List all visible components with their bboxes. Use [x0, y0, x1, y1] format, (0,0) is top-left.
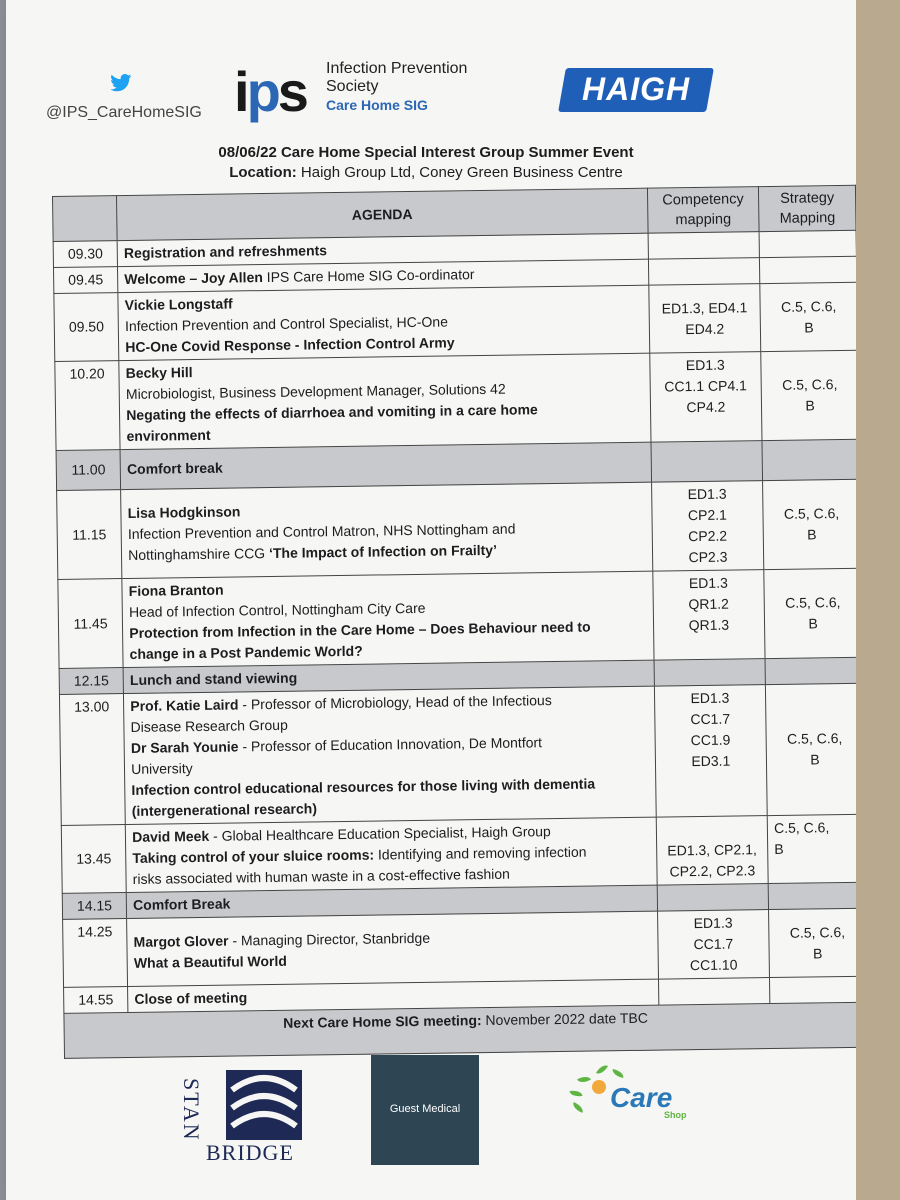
competency-cell: ED1.3, CP2.1, CP2.2, CP2.3 — [656, 816, 768, 886]
talk-title: What a Beautiful World — [133, 952, 287, 971]
row-time: 14.55 — [64, 987, 129, 1014]
speaker-name: Becky Hill — [125, 364, 193, 381]
strategy-cell: C.5, C.6, B — [767, 814, 865, 883]
row-time: 12.15 — [59, 668, 124, 695]
strategy-cell: C.5, C.6, B — [766, 683, 865, 815]
row-item: Close of meeting — [128, 979, 659, 1012]
row-item: Lisa Hodgkinson Infection Prevention and Control Matron, NHS Nottingham and Nottinghamshire CCG ‘The Impact of Infection on Frailty’ — [121, 482, 653, 578]
table-row — [59, 683, 864, 825]
row-item: Prof. Katie Laird - Professor of Microbiology, Head of the Infectious Disease Research Group Dr Sarah Younie - Professor of Education Innovation, De Montfort University Infection control educational resources for those living with dementia (intergenerational research) — [124, 686, 656, 824]
row-item — [118, 285, 649, 360]
ips-logo — [234, 58, 534, 128]
ips-name — [326, 60, 467, 114]
table-row — [58, 568, 862, 668]
row-item: David Meek - Global Healthcare Education Specialist, Haigh Group Taking control of your sluice rooms: Identifying and removing infection risks associated with human waste in a cost-effective fashion — [125, 817, 656, 892]
table-row — [54, 282, 858, 361]
careshop-logo — [566, 1066, 696, 1126]
speaker-name: Margot Glover — [133, 932, 229, 950]
row-time: 13.00 — [59, 694, 125, 826]
stanbridge-text-stan: STAN — [179, 1078, 204, 1142]
talk-title: HC-One Covid Response - Infection Control Army — [125, 334, 455, 355]
talk-title: Negating the effects of diarrhoea and vomiting in a care home — [126, 401, 538, 423]
leaf-icon — [596, 1063, 608, 1077]
row-time: 09.50 — [54, 293, 119, 362]
competency-cell: ED1.3 CC1.7 CC1.10 — [657, 910, 769, 980]
location-label: Location: — [229, 164, 297, 181]
ips-sig: Care Home SIG — [326, 97, 428, 113]
haigh-logo — [558, 68, 714, 112]
twitter-bird-icon — [46, 74, 196, 98]
talk-title: Infection control educational resources for those living with dementia — [131, 775, 596, 798]
speaker-role: Head of Infection Control, Nottingham City Care — [128, 599, 426, 620]
header-agenda: AGENDA — [117, 188, 648, 240]
row-time: 11.00 — [56, 450, 121, 491]
speaker-name: Prof. Katie Laird — [130, 696, 239, 714]
row-time: 14.25 — [63, 919, 128, 988]
leaf-icon — [611, 1069, 624, 1078]
haigh-logo-text: HAIGH — [582, 71, 691, 107]
stanbridge-swirl-icon — [226, 1070, 302, 1140]
talk-title: Taking control of your sluice rooms: — [132, 846, 375, 866]
agenda-sheet — [6, 0, 856, 1200]
speaker-name: Vickie Longstaff — [124, 295, 233, 313]
talk-title: ‘The Impact of Infection on Frailty’ — [268, 541, 498, 561]
row-time: 09.45 — [53, 267, 118, 294]
twitter-handle: @IPS_CareHomeSIG — [46, 104, 202, 121]
stanbridge-logo — [179, 1064, 308, 1165]
speaker-role: Microbiologist, Business Development Manager, Solutions 42 — [125, 380, 506, 402]
row-time: 11.15 — [57, 490, 122, 580]
competency-cell: ED1.3 QR1.2 QR1.3 — [652, 570, 765, 661]
careshop-shop: Shop — [664, 1110, 687, 1120]
table-edge-background — [856, 0, 900, 1200]
header-competency: Competency mapping — [647, 187, 759, 234]
row-time: 10.20 — [55, 361, 120, 451]
row-item: Margot Glover - Managing Director, Stanbridge What a Beautiful World — [127, 911, 658, 986]
strategy-cell: C.5, C.6, B — [764, 568, 862, 658]
speaker-role: Infection Prevention and Control Matron, NHS Nottingham and — [127, 520, 516, 542]
speaker-name: Fiona Branton — [128, 581, 224, 599]
careshop-care: Care — [610, 1082, 673, 1113]
guest-medical-logo — [371, 1055, 479, 1165]
row-item — [122, 571, 654, 667]
next-meeting-note: Next Care Home SIG meeting: November 2022 date TBC — [64, 1002, 868, 1058]
talk-title-cont: environment — [126, 426, 211, 444]
strategy-cell: C.5, C.6, B — [763, 479, 861, 569]
row-item: Welcome – Joy Allen IPS Care Home SIG Co-ordinator — [118, 259, 649, 292]
talk-title: Protection from Infection in the Care Home – Does Behaviour need to — [129, 618, 591, 641]
row-time: 14.15 — [62, 893, 127, 920]
table-row — [55, 350, 859, 450]
speaker-name: David Meek — [132, 827, 210, 845]
row-time: 09.30 — [53, 241, 118, 268]
speaker-name: Dr Sarah Younie — [130, 738, 239, 756]
row-item: Lunch and stand viewing — [123, 660, 654, 693]
row-time: 11.45 — [58, 579, 123, 669]
table-row — [63, 908, 867, 987]
competency-cell: ED1.3 CP2.1 CP2.2 CP2.3 — [651, 481, 764, 572]
event-title: 08/06/22 Care Home Special Interest Group Summer Event — [218, 144, 634, 161]
person-icon — [592, 1080, 606, 1094]
ips-name-line2: Society — [326, 78, 379, 95]
header-time-cell — [53, 196, 118, 242]
speaker-role: Infection Prevention and Control Specialist, HC-One — [124, 313, 449, 334]
speaker-name: Lisa Hodgkinson — [127, 502, 241, 521]
twitter-block — [46, 74, 202, 122]
talk-title-cont: (intergenerational research) — [131, 800, 318, 819]
event-title-block — [106, 143, 746, 183]
row-item: Comfort Break — [126, 885, 657, 918]
competency-cell: ED1.3 CC1.1 CP4.1 CP4.2 — [649, 352, 762, 443]
row-item: Comfort break — [120, 442, 651, 489]
leaf-icon — [569, 1089, 582, 1098]
competency-cell: ED1.3 CC1.7 CC1.9 ED3.1 — [654, 685, 767, 818]
row-time: 13.45 — [61, 825, 126, 894]
row-item: Registration and refreshments — [117, 233, 648, 266]
competency-cell: ED1.3, ED4.1 ED4.2 — [648, 284, 760, 354]
location-value: Haigh Group Ltd, Coney Green Business Centre — [300, 164, 623, 181]
ips-name-line1: Infection Prevention — [326, 60, 468, 77]
header-strategy: Strategy Mapping — [759, 185, 856, 231]
table-row — [61, 814, 865, 893]
guest-medical-text: Guest Medical — [389, 1103, 461, 1115]
agenda-table — [52, 185, 868, 1059]
strategy-cell: C.5, C.6, B — [761, 350, 859, 440]
table-row — [57, 479, 861, 579]
event-location — [106, 163, 746, 183]
talk-title-cont: change in a Post Pandemic World? — [129, 642, 363, 662]
strategy-cell: C.5, C.6, B — [769, 908, 867, 977]
row-item — [119, 353, 651, 449]
strategy-cell: C.5, C.6, B — [760, 282, 858, 351]
stanbridge-text-bridge: BRIDGE — [206, 1140, 294, 1165]
ips-mark: ips — [234, 60, 306, 123]
leaf-icon — [577, 1073, 591, 1085]
leaf-icon — [571, 1102, 585, 1113]
